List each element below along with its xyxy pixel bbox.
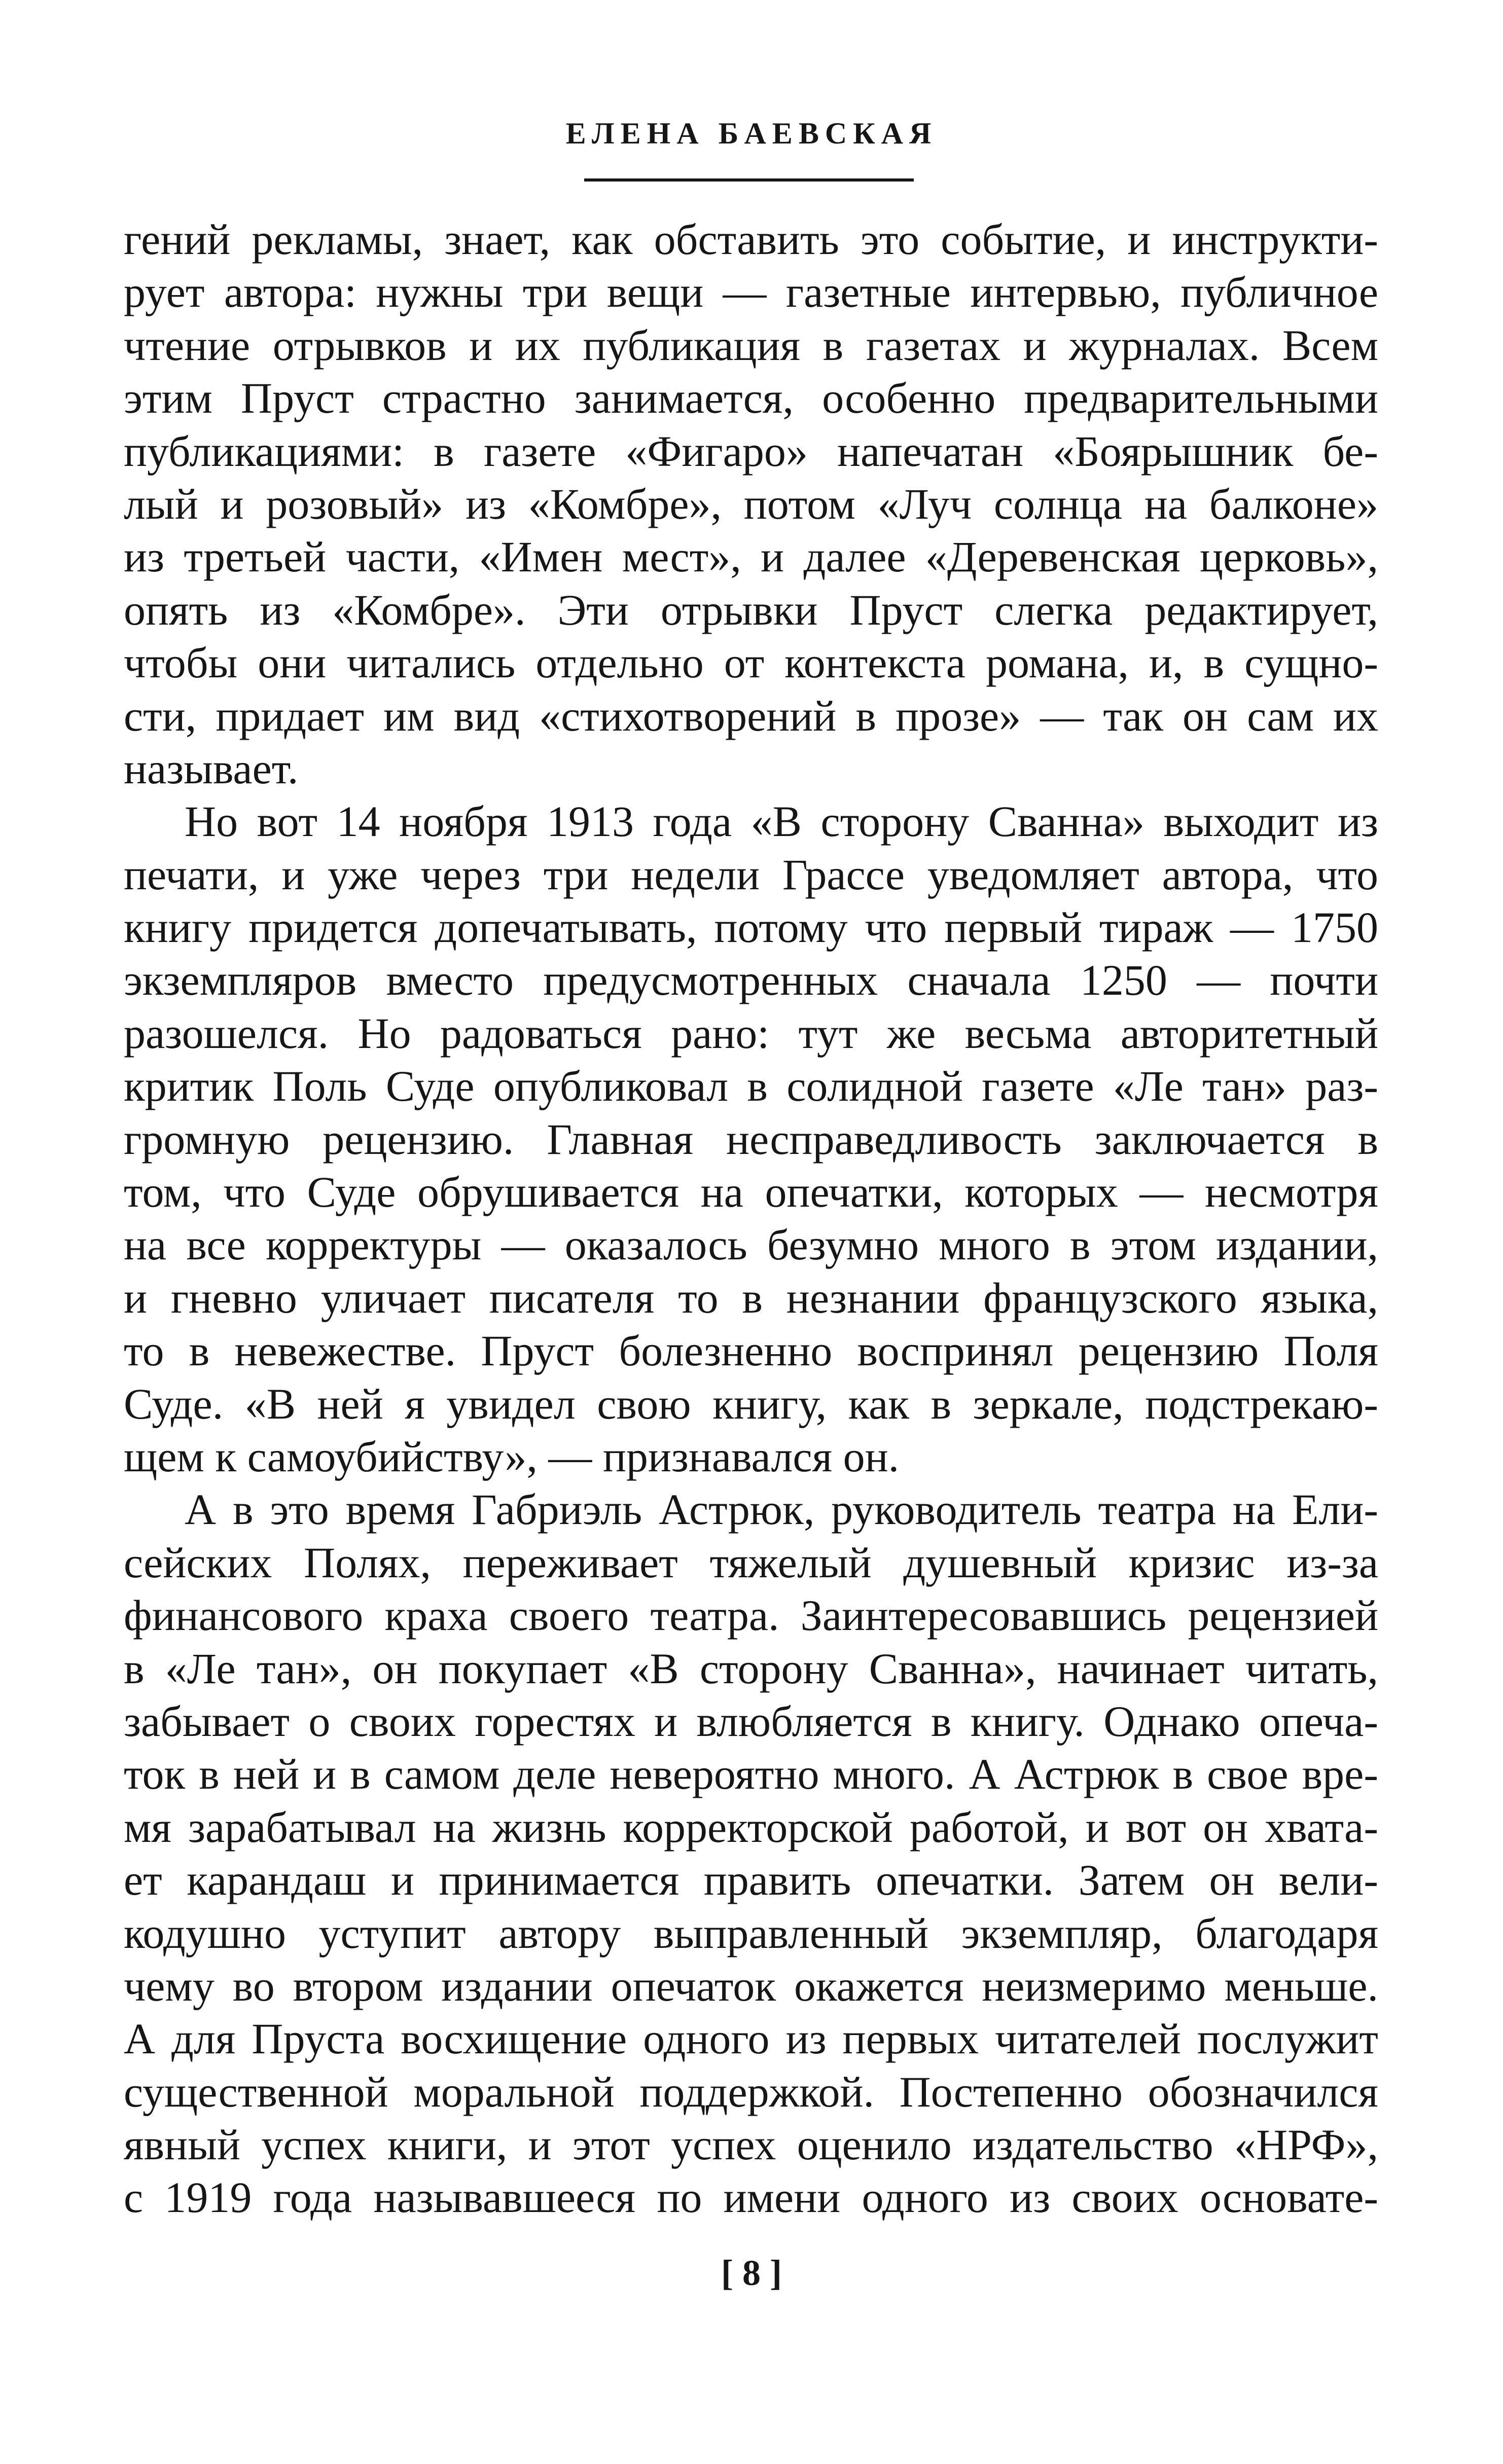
text-line: то в невежестве. Пруст болезненно воспринял рецензию Поля (124, 1326, 1378, 1375)
text-line: явный успех книги, и этот успех оценило издательство «НРФ», (124, 2120, 1378, 2169)
text-line: ет карандаш и принимается править опечатки. Затем он вели- (124, 1856, 1378, 1905)
text-line: А для Пруста восхищение одного из первых читателей послужит (124, 2014, 1378, 2063)
text-line: критик Поль Суде опубликовал в солидной газете «Ле тан» раз- (124, 1062, 1378, 1111)
text-line: рует автора: нужны три вещи — газетные интервью, публичное (124, 268, 1378, 317)
text-line: том, что Суде обрушивается на опечатки, которых — несмотря (124, 1168, 1378, 1217)
text-line: разошелся. Но радоваться рано: тут же весьма авторитетный (124, 1008, 1378, 1058)
text-line: громную рецензию. Главная несправедливость заключается в (124, 1114, 1378, 1164)
text-line: называет. (124, 744, 299, 793)
text-line: сти, придает им вид «стихотворений в прозе» — так он сам их (124, 691, 1378, 740)
text-line: в «Ле тан», он покупает «В сторону Сванна», начинает читать, (124, 1644, 1378, 1693)
text-line: книгу придется допечатывать, потому что первый тираж — 1750 (124, 903, 1378, 952)
text-line: и гневно уличает писателя то в незнании французского языка, (124, 1273, 1378, 1322)
paragraph-first-line: А в это время Габриэль Астрюк, руководитель театра на Ели- (185, 1485, 1378, 1534)
text-line: финансового краха своего театра. Заинтересовавшись рецензией (124, 1591, 1378, 1640)
text-line: печати, и уже через три недели Грассе уведомляет автора, что (124, 850, 1378, 899)
text-line: чтобы они читались отдельно от контекста романа, и, в сущно- (124, 638, 1378, 687)
text-line: экземпляров вместо предусмотренных сначала 1250 — почти (124, 956, 1378, 1005)
text-line: из третьей части, «Имен мест», и далее «Деревенская церковь», (124, 532, 1378, 582)
text-line: мя зарабатывал на жизнь корректорской работой, и вот он хвата- (124, 1802, 1378, 1852)
paragraph-first-line: Но вот 14 ноября 1913 года «В сторону Сванна» выходит из (185, 797, 1378, 846)
page-number: [ 8 ] (721, 2253, 782, 2293)
text-line: этим Пруст страстно занимается, особенно предварительными (124, 374, 1378, 423)
text-line: гений рекламы, знает, как обставить это событие, и инструкти- (124, 215, 1378, 264)
text-line: чтение отрывков и их публикация в газетах и журналах. Всем (124, 320, 1378, 370)
body-text (124, 213, 1378, 2224)
text-line: на все корректуры — оказалось безумно много в этом издании, (124, 1220, 1378, 1270)
text-line: щем к самоубийству», — признавался он. (124, 1432, 900, 1481)
running-head: ЕЛЕНА БАЕВСКАЯ (565, 117, 938, 150)
text-line: существенной моральной поддержкой. Постепенно обозначился (124, 2067, 1378, 2116)
text-line: публикациями: в газете «Фигаро» напечатан «Боярышник бе- (124, 426, 1378, 476)
text-line: опять из «Комбре». Эти отрывки Пруст слегка редактирует, (124, 585, 1378, 634)
text-line: кодушно уступит автору выправленный экземпляр, благодаря (124, 1908, 1378, 1958)
text-line: ток в ней и в самом деле невероятно много. А Астрюк в свое вре- (124, 1750, 1378, 1799)
text-line: сейских Полях, переживает тяжелый душевный кризис из-за (124, 1538, 1378, 1587)
text-line: с 1919 года называвшееся по имени одного из своих основате- (124, 2173, 1378, 2222)
text-line: чему во втором издании опечаток окажется неизмеримо меньше. (124, 1961, 1378, 2010)
header-rule (584, 178, 914, 182)
text-line: забывает о своих горестях и влюбляется в книгу. Однако опеча- (124, 1696, 1378, 1746)
text-line: лый и розовый» из «Комбре», потом «Луч солнца на балконе» (124, 479, 1378, 528)
text-line: Суде. «В ней я увидел свою книгу, как в зеркале, подстрекаю- (124, 1379, 1378, 1428)
